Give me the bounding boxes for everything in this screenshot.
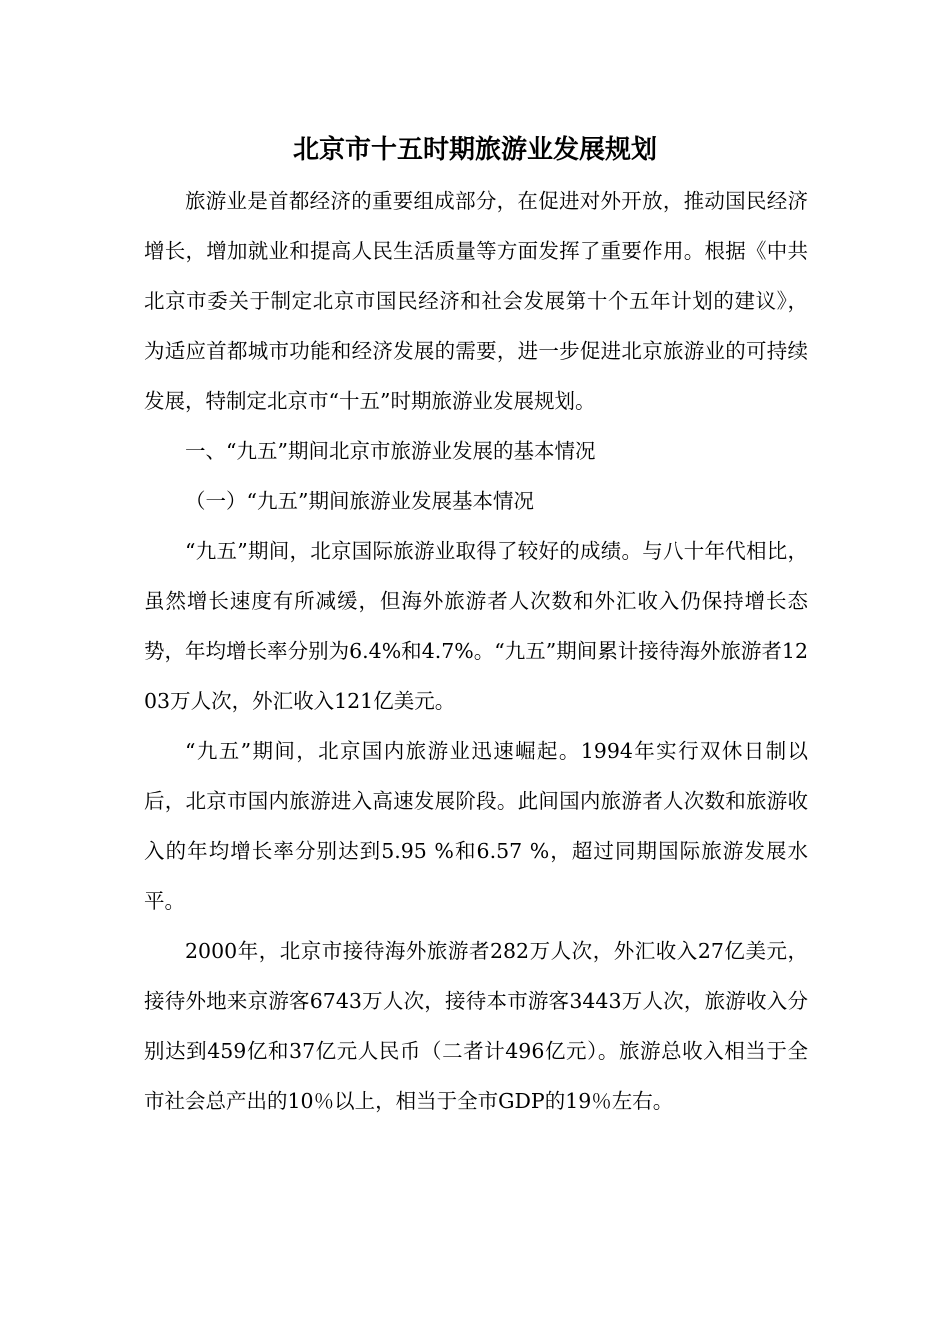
document-body <box>144 176 808 1126</box>
paragraph-intro: 旅游业是首都经济的重要组成部分，在促进对外开放，推动国民经济增长，增加就业和提高人民生活质量等方面发挥了重要作用。根据《中共北京市委关于制定北京市国民经济和社会发展第十个五年计划的建议》，为适应首都城市功能和经济发展的需要，进一步促进北京旅游业的可持续发展，特制定北京市“十五”时期旅游业发展规划。 <box>144 189 808 413</box>
document-title: 北京市十五时期旅游业发展规划 <box>292 135 657 165</box>
paragraph-domestic-tourism: “九五”期间，北京国内旅游业迅速崛起。1994年实行双休日制以后，北京市国内旅游进入高速发展阶段。此间国内旅游者人次数和旅游收入的年均增长率分别达到5.95 %和6.57 %，超过同期国际旅游发展水平。 <box>144 739 808 913</box>
paragraph-2000-statistics: 2000年，北京市接待海外旅游者282万人次，外汇收入27亿美元，接待外地来京游客6743万人次，接待本市游客3443万人次，旅游收入分别达到459亿和37亿元人民币（二者计496亿元）。旅游总收入相当于全市社会总产出的10％以上，相当于全市GDP的19％左右。 <box>144 939 808 1113</box>
section-heading: 一、“九五”期间北京市旅游业发展的基本情况 <box>185 439 596 463</box>
paragraph-international-tourism: “九五”期间，北京国际旅游业取得了较好的成绩。与八十年代相比，虽然增长速度有所减缓，但海外旅游者人次数和外汇收入仍保持增长态势，年均增长率分别为6.4%和4.7%。“九五”期间累计接待海外旅游者1203万人次，外汇收入121亿美元。 <box>144 539 808 713</box>
subsection-heading: （一）“九五”期间旅游业发展基本情况 <box>185 489 534 513</box>
